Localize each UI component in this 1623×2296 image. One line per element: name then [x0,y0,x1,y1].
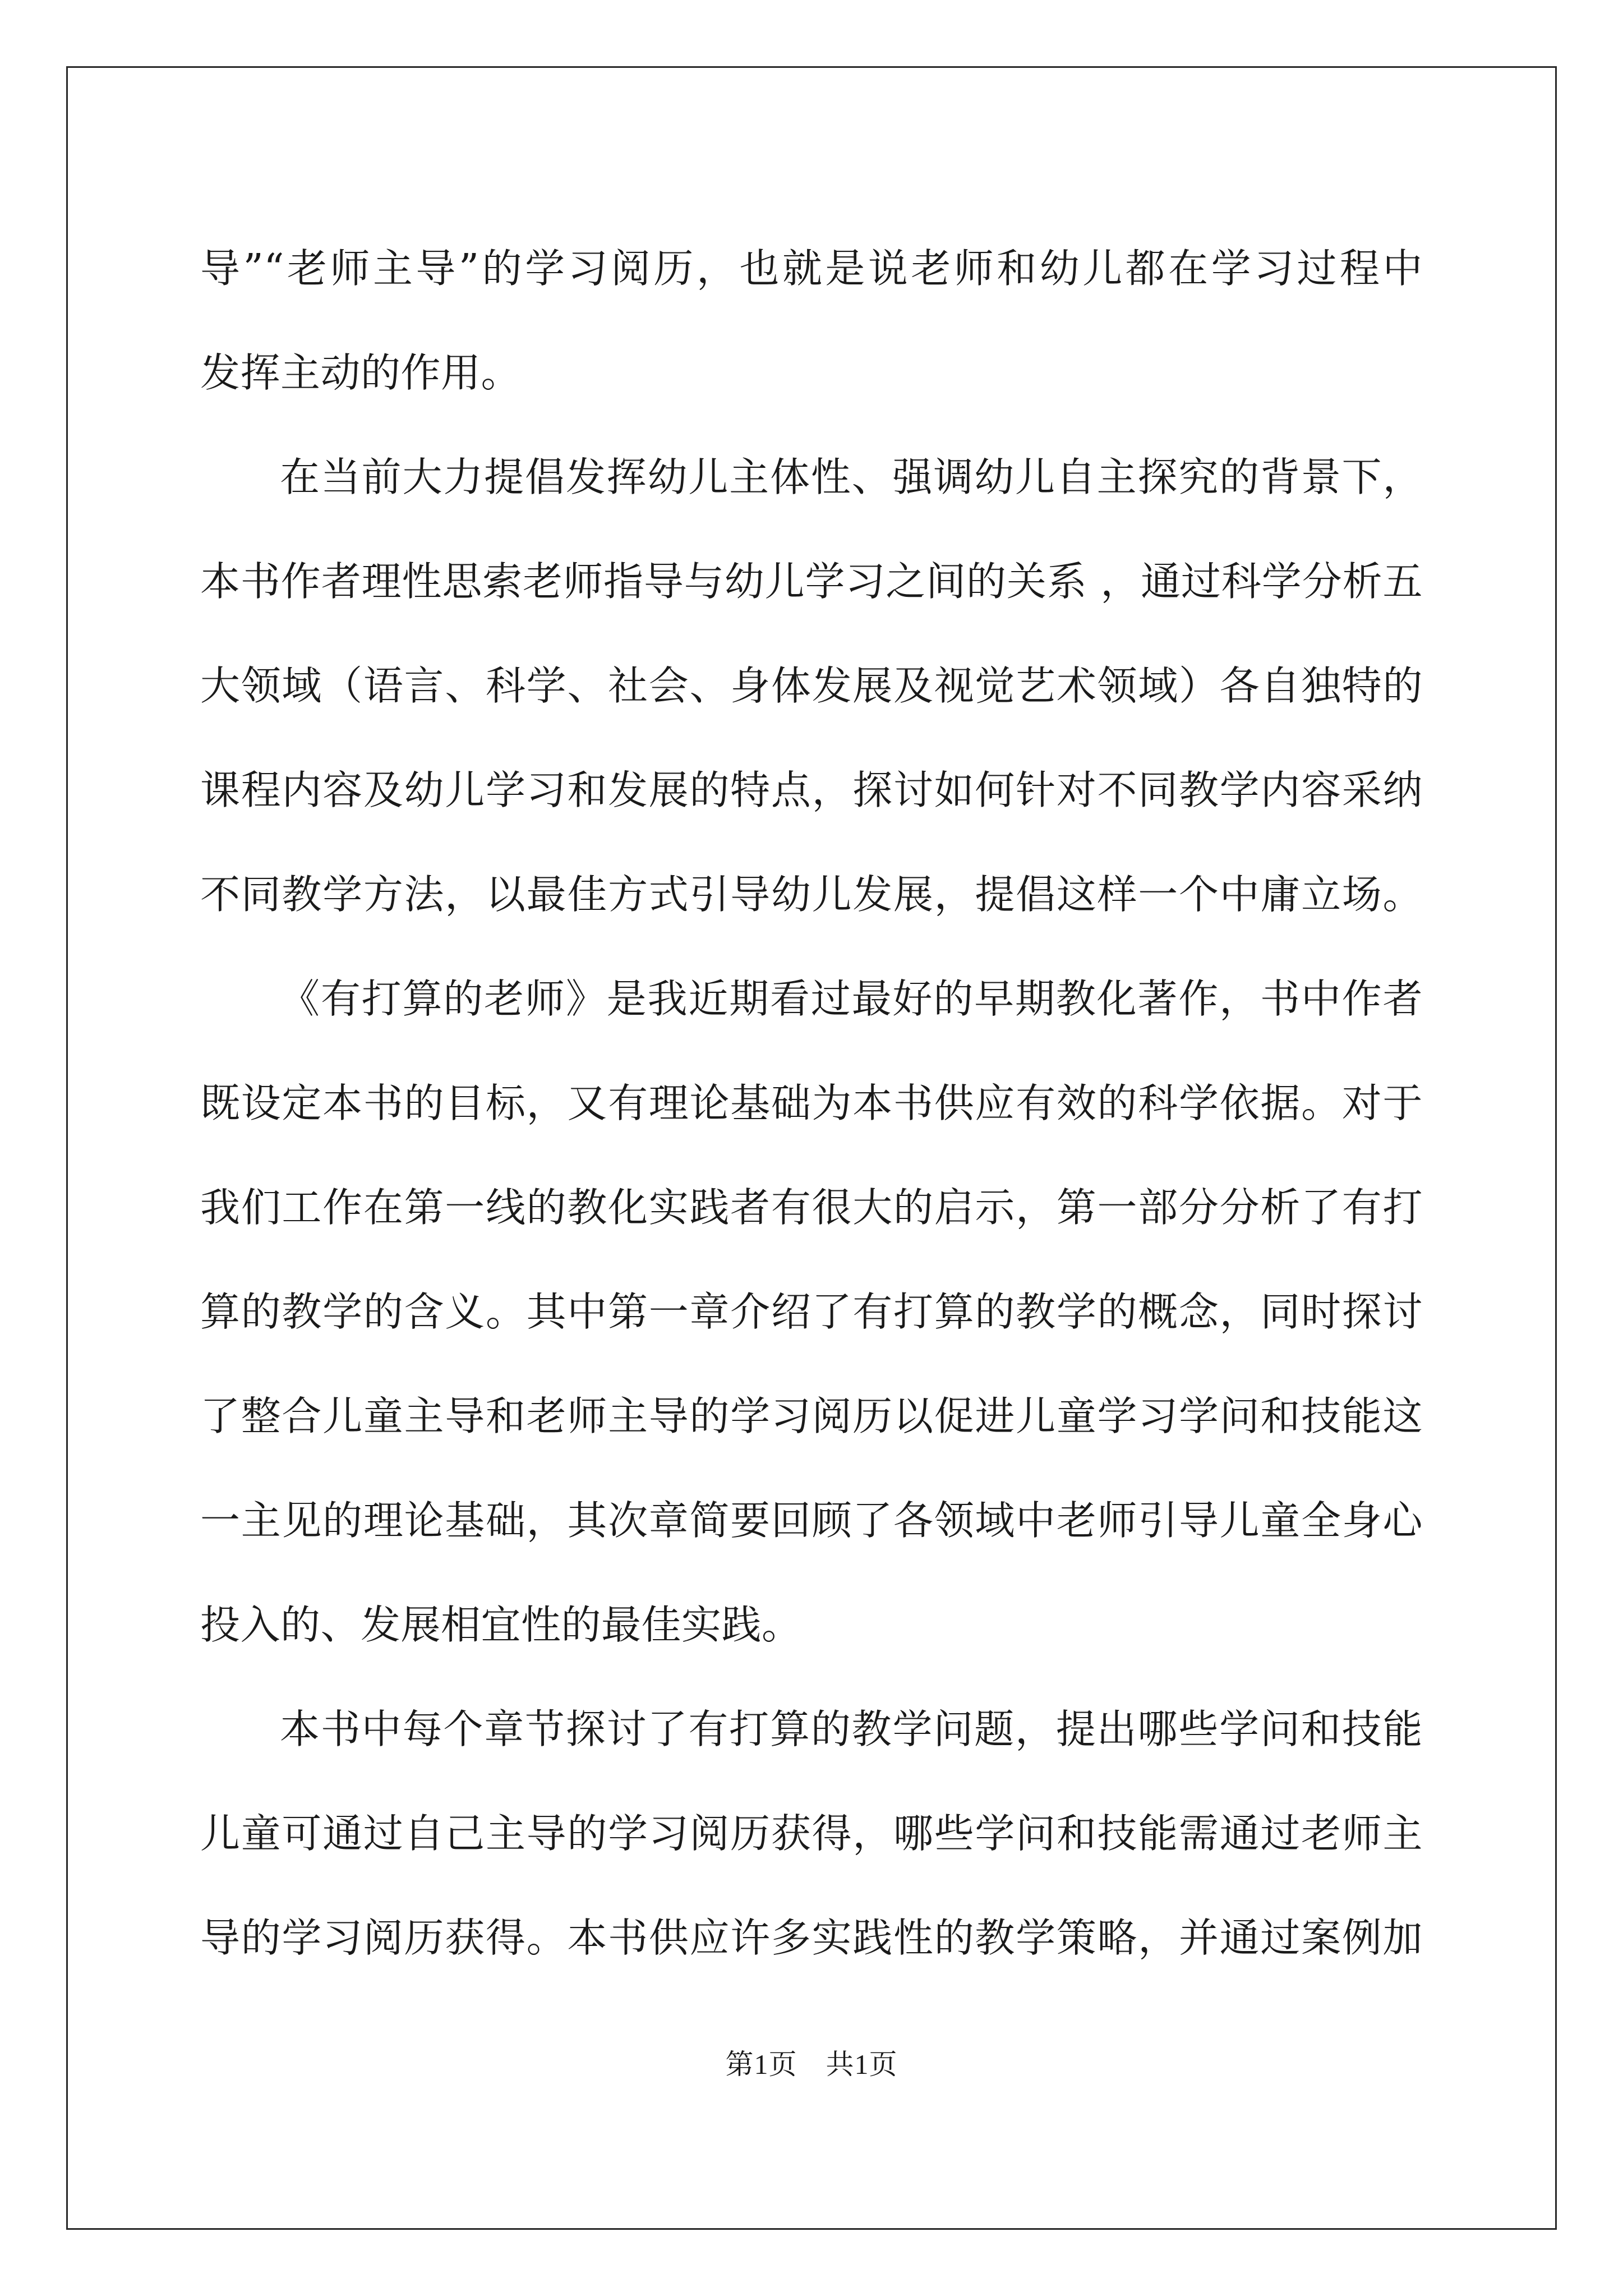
text-line [200,735,1423,839]
line-text: 我们工作在第一线的教化实践者有很大的启示，第一部分分析了有打 [200,1184,1423,1231]
line-text: 不同教学方法，以最佳方式引导幼儿发展，提倡这样一个中庸立场。 [200,871,1423,918]
text-line [200,1883,1423,1987]
line-text: 课程内容及幼儿学习和发展的特点，探讨如何针对不同教学内容采纳 [200,767,1423,813]
text-line [200,1465,1423,1570]
line-text: 本书中每个章节探讨了有打算的教学问题，提出哪些学问和技能 [280,1706,1423,1752]
text-line [200,839,1423,944]
line-text: 了整合儿童主导和老师主导的学习阅历以促进儿童学习学问和技能这 [200,1393,1423,1439]
line-text: 《有打算的老师》是我近期看过最好的早期教化著作，书中作者 [280,976,1423,1022]
text-line [200,1152,1423,1257]
line-text: 导的学习阅历获得。本书供应许多实践性的教学策略，并通过案例加 [200,1915,1423,1961]
text-line [200,1257,1423,1361]
line-text: 一主见的理论基础，其次章简要回顾了各领域中老师引导儿童全身心 [200,1497,1423,1544]
text-line [200,318,1423,422]
paragraph-start-line [200,944,1423,1048]
text-line [200,1570,1423,1674]
line-text: 算的教学的含义。其中第一章介绍了有打算的教学的概念，同时探讨 [200,1289,1423,1335]
line-text: 投入的、发展相宜性的最佳实践。 [200,1602,802,1648]
paragraph-start-line [200,1674,1423,1778]
paragraph-start-line [200,422,1423,526]
line-text: 大领域（语言、科学、社会、身体发展及视觉艺术领域）各自独特的 [200,662,1423,709]
text-line [200,1048,1423,1152]
text-line [200,1361,1423,1465]
line-text: 本书作者理性思索老师指导与幼儿学习之间的关系 ，通过科学分析五 [200,558,1423,605]
line-text: 在当前大力提倡发挥幼儿主体性、强调幼儿自主探究的背景下， [280,454,1423,500]
line-text: 发挥主动的作用。 [200,349,522,396]
text-line [200,526,1423,631]
line-text: 儿童可通过自己主导的学习阅历获得，哪些学问和技能需通过老师主 [200,1810,1423,1857]
line-text: 导”“老师主导”的学习阅历，也就是说老师和幼儿都在学习过程中 [200,245,1423,292]
document-body [200,213,1423,1987]
text-line [200,213,1423,318]
text-line [200,631,1423,735]
page-number-footer: 第1页 共1页 [725,2049,898,2080]
text-line [200,1778,1423,1883]
line-text: 既设定本书的目标，又有理论基础为本书供应有效的科学依据。对于 [200,1080,1423,1126]
